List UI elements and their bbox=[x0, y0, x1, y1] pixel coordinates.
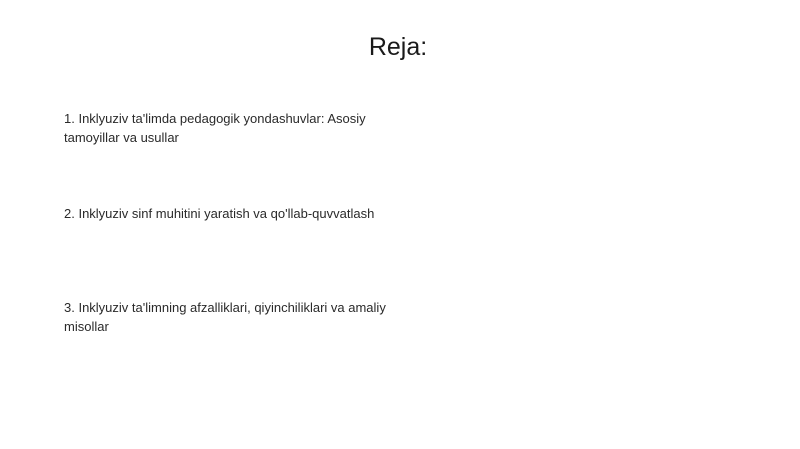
plan-item-3: 3. Inklyuziv ta'limning afzalliklari, qiyinchiliklari va amaliy misollar bbox=[64, 300, 386, 334]
plan-item-1: 1. Inklyuziv ta'limda pedagogik yondashuvlar: Asosiy tamoyillar va usullar bbox=[64, 111, 366, 145]
plan-item-2: 2. Inklyuziv sinf muhitini yaratish va qo'llab-quvvatlash bbox=[64, 206, 375, 221]
slide-title: Reja: bbox=[368, 33, 428, 61]
